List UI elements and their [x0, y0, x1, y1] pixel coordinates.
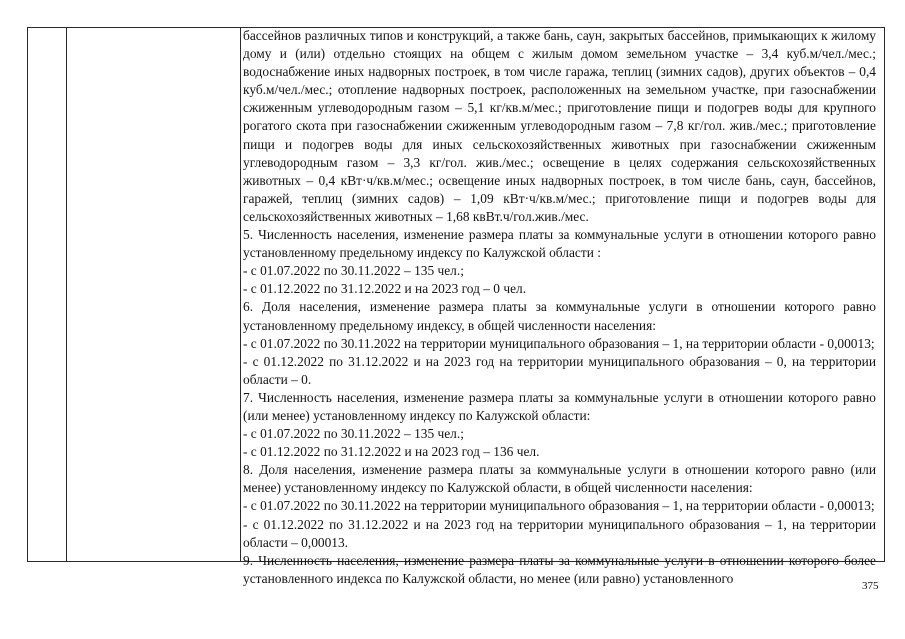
paragraph-item-6: 6. Доля населения, изменение размера платы за коммунальные услуги в отношении которого равно установленному предельному индексу, в общей численности населения:: [243, 299, 876, 333]
paragraph-item-7-period-1: - с 01.07.2022 по 30.11.2022 – 135 чел.;: [243, 426, 464, 442]
paragraph-item-5-period-2: - с 01.12.2022 по 31.12.2022 и на 2023 год – 0 чел.: [243, 281, 527, 297]
paragraph-item-7: 7. Численность населения, изменение размера платы за коммунальные услуги в отношении которого равно (или менее) установленному индексу по Калужской области:: [243, 389, 876, 423]
table-column-divider-1: [66, 28, 67, 562]
paragraph-item-9: 9. Численность населения, изменение размера платы за коммунальные услуги в отношении которого более установленного индекса по Калужской области, но менее (или равно) установленного: [243, 552, 876, 586]
table-right-border: [884, 28, 885, 562]
table-cell-text: [243, 27, 876, 588]
table-left-border: [27, 28, 28, 562]
table-column-divider-2: [240, 28, 241, 562]
paragraph-continuation: бассейнов различных типов и конструкций, а также бань, саун, закрытых бассейнов, примыкающих к жилому дому и (или) отдельно стоящих на общем с жилым домом земельном участке – 3,4 куб.м/чел./мес.; водоснабжение иных надворных построек, в том числе гаража, теплиц (зимних садов), других объектов – 0,4 куб.м/чел./мес.; отопление надворных построек, расположенных на земельном участке, при газоснабжении сжиженным углеводородным газом – 5,1 кг/кв.м/мес.; приготовление пищи и подогрев воды для крупного рогатого скота при газоснабжении сжиженным углеводородным газом – 7,8 кг/гол. жив./мес.; приготовление пищи и подогрев воды для иных сельскохозяйственных животных при газоснабжении сжиженным углеводородным газом – 3,3 кг/гол. жив./мес.; освещение в целях содержания сельскохозяйственных животных – 0,4 кВт·ч/кв.м/мес.; освещение иных надворных построек, в том числе бань, саун, бассейнов, гаражей, теплиц (зимних садов) – 1,09 кВт·ч/кв.м/мес.; приготовление пищи и подогрев воды для сельскохозяйственных животных – 1,68 квВт.ч/гол.жив./мес.: [243, 28, 876, 224]
paragraph-item-6-period-2: - с 01.12.2022 по 31.12.2022 и на 2023 год на территории муниципального образования – 0, на территории области – 0.: [243, 353, 876, 387]
paragraph-item-8: 8. Доля населения, изменение размера платы за коммунальные услуги в отношении которого равно (или менее) установленному индексу по Калужской области, в общей численности населения:: [243, 462, 876, 496]
paragraph-item-8-period-2: - с 01.12.2022 по 31.12.2022 и на 2023 год на территории муниципального образования – 1, на территории области – 0,00013.: [243, 516, 876, 550]
paragraph-item-5: 5. Численность населения, изменение размера платы за коммунальные услуги в отношении которого равно установленному предельному индексу по Калужской области :: [243, 227, 876, 261]
page-number: 375: [862, 580, 879, 592]
paragraph-item-8-period-1: - с 01.07.2022 по 30.11.2022 на территории муниципального образования – 1, на территории области - 0,00013;: [243, 498, 875, 514]
paragraph-item-5-period-1: - с 01.07.2022 по 30.11.2022 – 135 чел.;: [243, 263, 464, 279]
paragraph-item-7-period-2: - с 01.12.2022 по 31.12.2022 и на 2023 год – 136 чел.: [243, 444, 540, 460]
paragraph-item-6-period-1: - с 01.07.2022 по 30.11.2022 на территории муниципального образования – 1, на территории области - 0,00013;: [243, 335, 875, 351]
